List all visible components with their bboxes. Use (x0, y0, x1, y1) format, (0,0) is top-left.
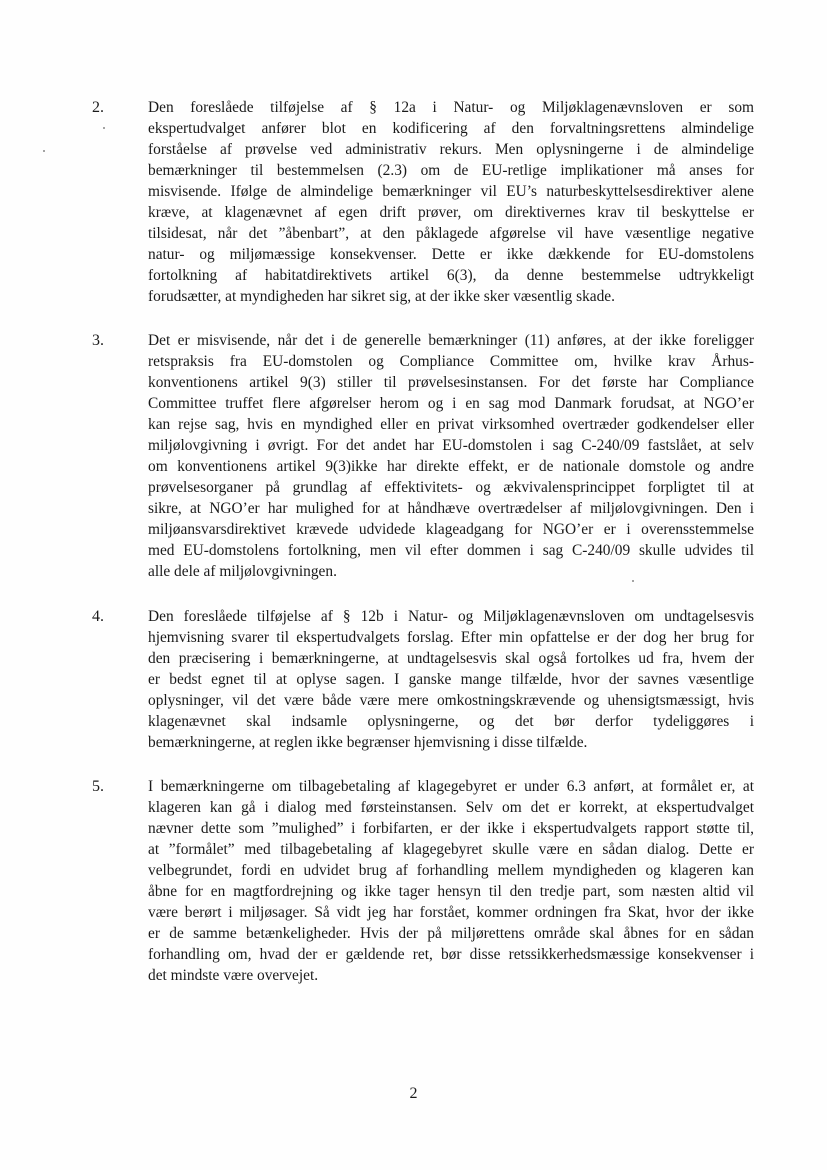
paragraph-line: klagenævnet skal indsamle oplysningerne, og det bør derfor tydeliggøres i (148, 713, 754, 730)
paragraph-line: nævner dette som ”mulighed” i forbifarten, er der ikke i ekspertudvalgets rapport støtte til, (148, 820, 754, 837)
paragraph-line: er de samme betænkeligheder. Hvis der på miljørettens område skal åbnes for en sådan (148, 925, 754, 942)
paragraph-line: oplysninger, vil det være både være mere omkostningskrævende og uhensigtsmæssigt, hvis (148, 692, 754, 709)
paragraph-number: 3. (92, 332, 104, 349)
paragraph-line: den præcisering i bemærkningerne, at undtagelsesvis skal også fortolkes ud fra, hvem der (148, 650, 754, 667)
paragraph-line: åbne for en magtfordrejning og ikke tager hensyn til den tredje part, som næsten altid vil (148, 883, 754, 900)
paragraph-line: ekspertudvalget anfører blot en kodificering af den forvaltningsrettens almindelige (148, 120, 754, 137)
paragraph-line: med EU-domstolens fortolkning, men vil efter dommen i sag C-240/09 skulle udvides til (148, 542, 754, 559)
paragraph-line: tilsidesat, når det ”åbenbart”, at den påklagede afgørelse vil have væsentlige negative (148, 225, 754, 242)
paragraph-line: misvisende. Ifølge de almindelige bemærkninger vil EU’s naturbeskyttelsesdirektiver alene (148, 183, 754, 200)
paragraph-number: 4. (92, 608, 104, 625)
paragraph-number: 5. (92, 778, 104, 795)
paragraph-line: hjemvisning svarer til ekspertudvalgets forslag. Efter min opfattelse er der dog her brug for (148, 629, 754, 646)
paragraph-line: om konventionens artikel 9(3)ikke har direkte effekt, er de nationale domstole og andre (148, 458, 754, 475)
paragraph-line: bemærkningerne, at reglen ikke begrænser hjemvisning i disse tilfælde. (148, 734, 588, 751)
paragraph-line: prøvelsesorganer på grundlag af effektivitets- og ækvivalensprincippet forpligtet til at (148, 479, 754, 496)
paragraph-line: velbegrundet, fordi en udvidet brug af forhandling mellem myndigheden og klageren kan (148, 862, 754, 879)
paragraph-line: forhandling om, hvad der er gældende ret, bør disse retssikkerhedsmæssige konsekvenser i (148, 946, 754, 963)
paragraph-line: konventionens artikel 9(3) stiller til prøvelsesinstansen. For det første har Compliance (148, 374, 754, 391)
paragraph-line: Den foreslåede tilføjelse af § 12b i Natur- og Miljøklagenævnsloven om undtagelsesvis (148, 608, 754, 625)
paragraph-line: sikre, at NGO’er har mulighed for at håndhæve overtrædelser af miljølovgivningen. Den i (148, 500, 754, 517)
paragraph-line: alle dele af miljølovgivningen. (148, 563, 337, 580)
paragraph-line: Det er misvisende, når det i de generelle bemærkninger (11) anføres, at der ikke foreligger (148, 332, 754, 349)
scan-speck (43, 150, 45, 152)
paragraph-line: fortolkning af habitatdirektivets artikel 6(3), da denne bestemmelse udtrykkeligt (148, 267, 754, 284)
paragraph-line: retspraksis fra EU-domstolen og Compliance Committee om, hvilke krav Århus- (148, 353, 754, 370)
paragraph-line: kan rejse sag, hvis en myndighed eller en privat virksomhed overtræder godkendelser eller (148, 416, 754, 433)
paragraph-line: miljøansvarsdirektivet krævede udvidede klageadgang for NGO’er er i overensstemmelse (148, 521, 754, 538)
paragraph-number: 2. (92, 99, 104, 116)
paragraph-line: være berørt i miljøsager. Så vidt jeg har forstået, kommer ordningen fra Skat, hvor der ikke (148, 904, 754, 921)
paragraph-line: at ”formålet” med tilbagebetaling af klagegebyret skulle være en sådan dialog. Dette er (148, 841, 754, 858)
paragraph-line: I bemærkningerne om tilbagebetaling af klagegebyret er under 6.3 anført, at formålet er, at (148, 778, 754, 795)
paragraph-line: forståelse af prøvelse ved administrativ rekurs. Men oplysningerne i de almindelige (148, 141, 754, 158)
paragraph-line: forudsætter, at myndigheden har sikret sig, at der ikke sker væsentlig skade. (148, 288, 615, 305)
paragraph-line: det mindste være overvejet. (148, 967, 319, 984)
scan-speck (103, 127, 105, 129)
page-number: 2 (409, 1085, 418, 1102)
paragraph-line: Den foreslåede tilføjelse af § 12a i Natur- og Miljøklagenævnsloven er som (148, 99, 754, 116)
paragraph-line: er bedst egnet til at oplyse sagen. I ganske mange tilfælde, hvor der savnes væsentlige (148, 671, 754, 688)
paragraph-line: bemærkninger til bestemmelsen (2.3) om de EU-retlige implikationer må anses for (148, 162, 754, 179)
paragraph-line: kræve, at klagenævnet af egen drift prøver, om direktivernes krav til beskyttelse er (148, 204, 754, 221)
paragraph-line: klageren kan gå i dialog med førsteinstansen. Selv om det er korrekt, at ekspertudvalget (148, 799, 754, 816)
paragraph-line: miljølovgivning i øvrigt. For det andet har EU-domstolen i sag C-240/09 fastslået, at selv (148, 437, 754, 454)
paragraph-line: natur- og miljømæssige konsekvenser. Dette er ikke dækkende for EU-domstolens (148, 246, 754, 263)
paragraph-line: Committee truffet flere afgørelser herom og i en sag mod Danmark forudsat, at NGO’er (148, 395, 754, 412)
